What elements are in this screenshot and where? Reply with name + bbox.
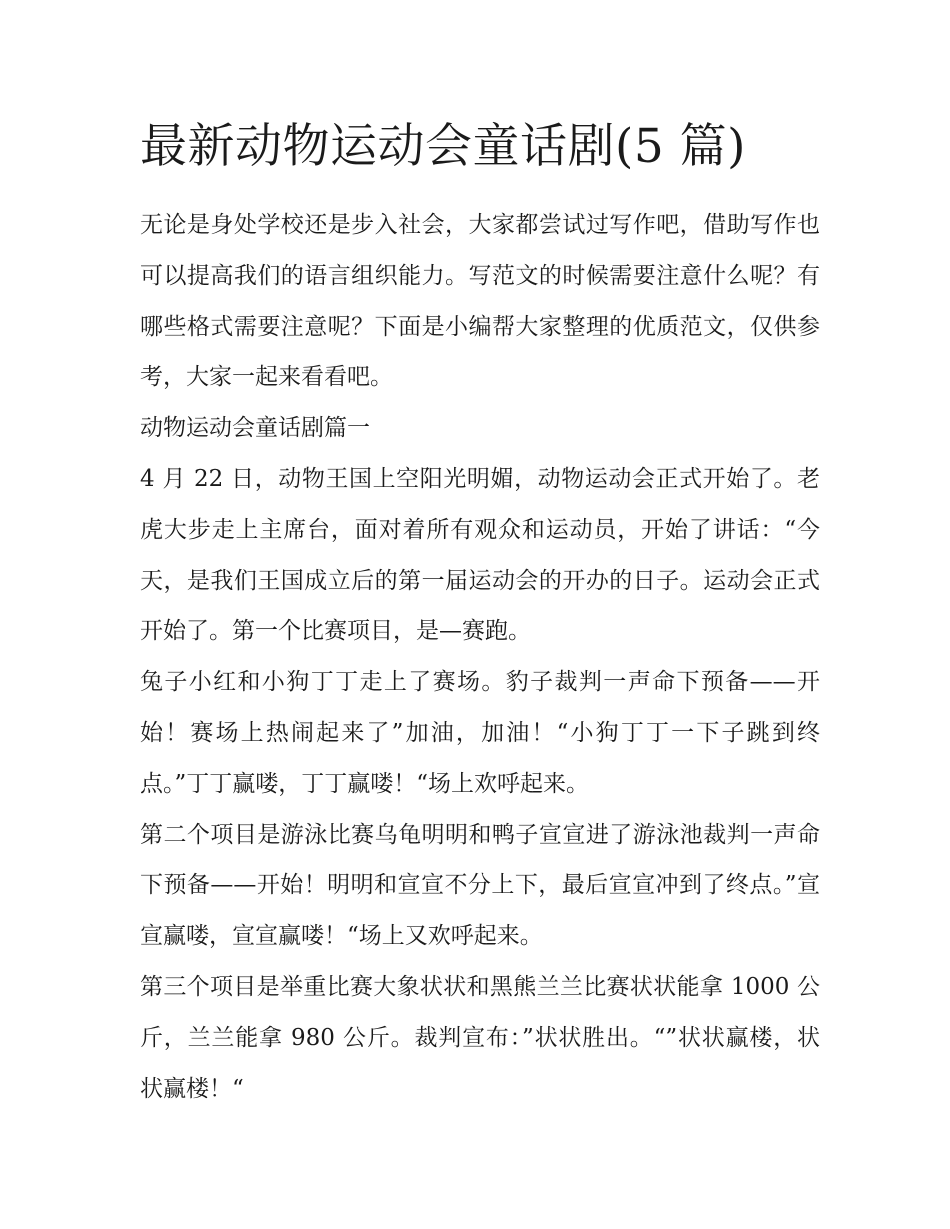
body-paragraph: 第二个项目是游泳比赛乌龟明明和鸭子宣宣进了游泳池裁判一声命下预备——开始！明明和宣宣不分上下，最后宣宣冲到了终点。”宣宣赢喽，宣宣赢喽！“场上又欢呼起来。: [140, 821, 820, 950]
document-title: 最新动物运动会童话剧(5 篇): [140, 119, 747, 174]
intro-paragraph: 无论是身处学校还是步入社会，大家都尝试过写作吧，借助写作也可以提高我们的语言组织能力。写范文的时候需要注意什么呢？有哪些格式需要注意呢？下面是小编帮大家整理的优质范文，仅供参考，大家一起来看看吧。: [140, 212, 820, 391]
section-heading: 动物运动会童话剧篇一: [140, 415, 370, 442]
body-paragraph: 第三个项目是举重比赛大象状状和黑熊兰兰比赛状状能拿 1000 公斤，兰兰能拿 980 公斤。裁判宣布：”状状胜出。“”状状赢楼，状状赢楼！“: [140, 973, 820, 1102]
document-page: [140, 112, 820, 1114]
body-paragraph: 兔子小红和小狗丁丁走上了赛场。豹子裁判一声命下预备——开始！赛场上热闹起来了”加油，加油！“小狗丁丁一下子跳到终点。”丁丁赢喽，丁丁赢喽！“场上欢呼起来。: [140, 669, 820, 797]
body-paragraph: 4 月 22 日，动物王国上空阳光明媚，动物运动会正式开始了。老虎大步走上主席台，面对着所有观众和运动员，开始了讲话：“今天，是我们王国成立后的第一届运动会的开办的日子。运动会正式开始了。第一个比赛项目，是—赛跑。: [140, 465, 820, 645]
